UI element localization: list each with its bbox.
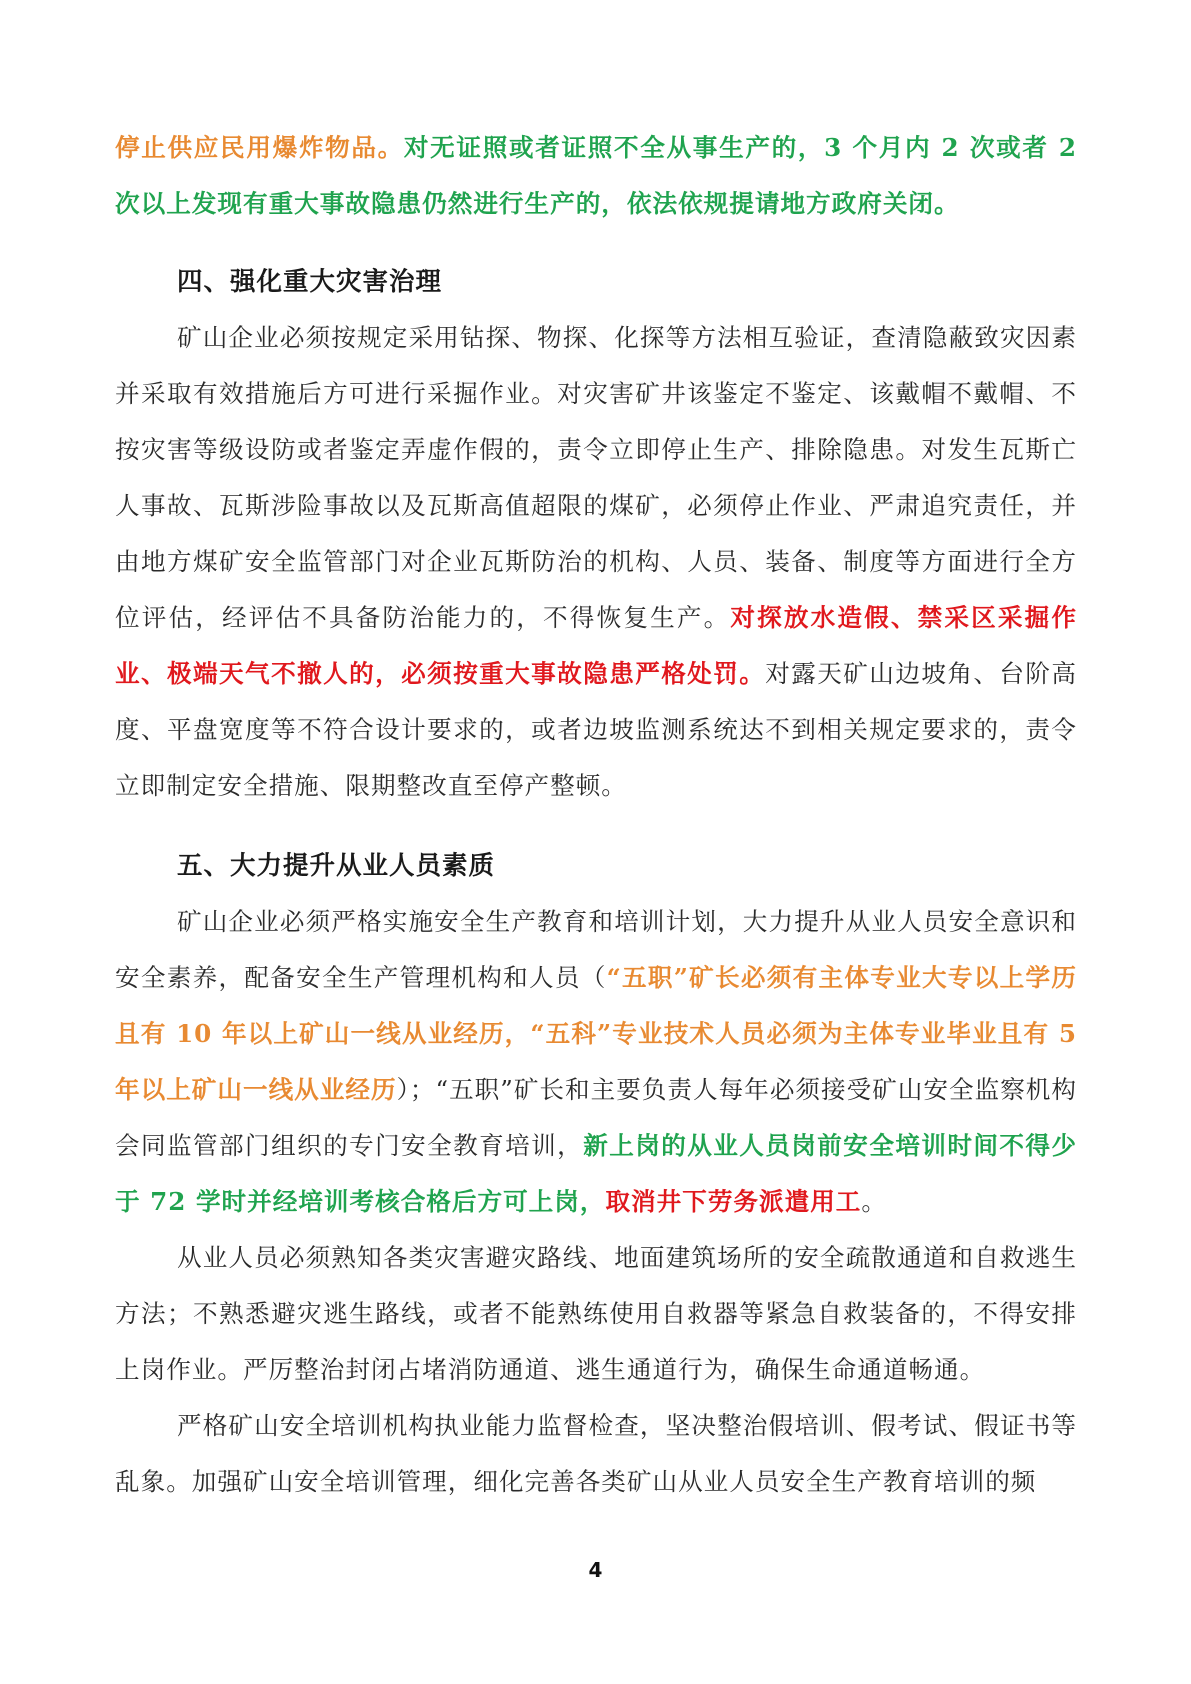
- section-five-paragraph-1: [115, 894, 1077, 1230]
- section-five-p1-text-2: ）；“五职”矿长和主要负责人每年必须接受矿山安全监察机构会同监管部门组织的专门安全教育培训，: [115, 1075, 1077, 1160]
- section-four-heading: 四、强化重大灾害治理: [177, 267, 443, 297]
- section-five-paragraph-2: 从业人员必须熟知各类灾害避灾路线、地面建筑场所的安全疏散通道和自救逃生方法；不熟悉避灾逃生路线，或者不能熟练使用自救器等紧急自救装备的，不得安排上岗作业。严厉整治封闭占堵消防通道、逃生通道行为，确保生命通道畅通。: [115, 1243, 1077, 1384]
- highlight-green-text: 对无证照或者证照不全从事生产的，3 个月内 2 次或者 2 次以上发现有重大事故隐患仍然进行生产的，依法依规提请地方政府关闭。: [115, 133, 1077, 218]
- highlight-orange-text: “五职”矿长必须有主体专业大专以上学历且有 10 年以上矿山一线从业经历，“五科”专业技术人员必须为主体专业毕业且有 5 年以上矿山一线从业经历: [115, 963, 1077, 1104]
- section-four-text-2: 对露天矿山边坡角、台阶高度、平盘宽度等不符合设计要求的，或者边坡监测系统达不到相关规定要求的，责令立即制定安全措施、限期整改直至停产整顿。: [115, 659, 1077, 800]
- highlight-orange-text: 停止供应民用爆炸物品。: [115, 133, 404, 162]
- page-content: [115, 120, 1077, 1510]
- section-five-p1-text-3: 。: [861, 1187, 888, 1216]
- section-five-heading: 五、大力提升从业人员素质: [177, 851, 496, 881]
- highlight-green-text: 新上岗的从业人员岗前安全培训时间不得少于 72 学时并经培训考核合格后方可上岗，: [115, 1131, 1077, 1216]
- highlight-red-text: 对探放水造假、禁采区采掘作业、极端天气不撤人的，必须按重大事故隐患严格处罚。: [115, 603, 1077, 688]
- section-five-paragraph-3: 严格矿山安全培训机构执业能力监督检查，坚决整治假培训、假考试、假证书等乱象。加强矿山安全培训管理，细化完善各类矿山从业人员安全生产教育培训的频: [115, 1411, 1077, 1496]
- page-number: 4: [588, 1558, 603, 1582]
- section-five-p1-text-1: 矿山企业必须严格实施安全生产教育和培训计划，大力提升从业人员安全意识和安全素养，配备安全生产管理机构和人员（: [115, 907, 1077, 992]
- highlight-red-text: 取消井下劳务派遣用工: [605, 1187, 862, 1216]
- section-four-paragraph: [115, 310, 1077, 814]
- section-four-text-1: 矿山企业必须按规定采用钻探、物探、化探等方法相互验证，查清隐蔽致灾因素并采取有效措施后方可进行采掘作业。对灾害矿井该鉴定不鉴定、该戴帽不戴帽、不按灾害等级设防或者鉴定弄虚作假的，责令立即停止生产、排除隐患。对发生瓦斯亡人事故、瓦斯涉险事故以及瓦斯高值超限的煤矿，必须停止作业、严肃追究责任，并由地方煤矿安全监管部门对企业瓦斯防治的机构、人员、装备、制度等方面进行全方位评估，经评估不具备防治能力的，不得恢复生产。: [115, 323, 1077, 632]
- continued-paragraph: [115, 120, 1077, 232]
